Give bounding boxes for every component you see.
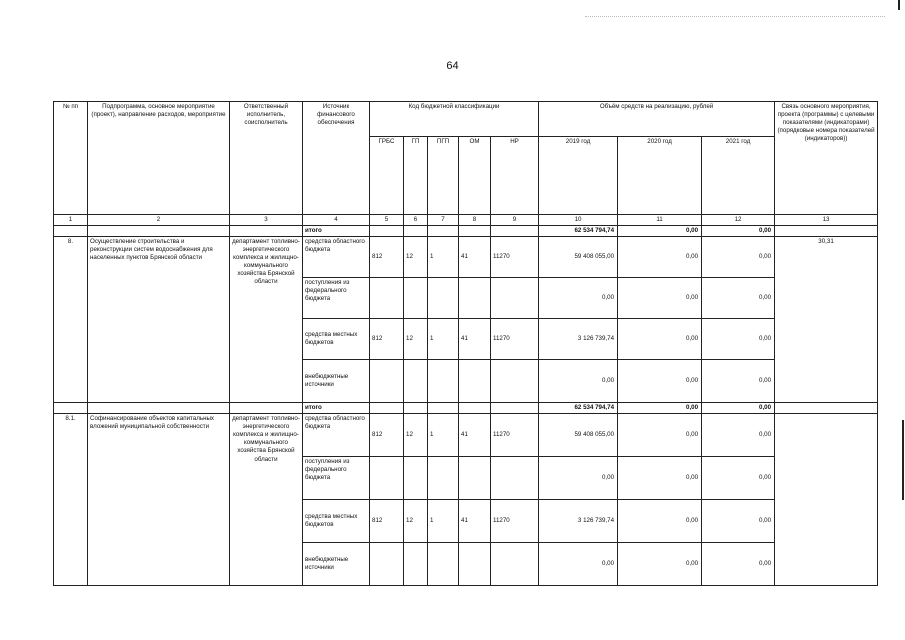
funding-source: средства местных бюджетов bbox=[303, 500, 370, 543]
amount-2020: 0,00 bbox=[618, 457, 702, 500]
code-om: 41 bbox=[459, 319, 491, 360]
total-label: итого bbox=[303, 226, 370, 237]
column-number: 1 bbox=[54, 215, 88, 226]
code-gp bbox=[404, 360, 428, 403]
code-om: 41 bbox=[459, 500, 491, 543]
amount-2019: 59 408 055,00 bbox=[539, 414, 618, 457]
header-source: Источник финансового обеспечения bbox=[303, 102, 370, 215]
code-om bbox=[459, 543, 491, 586]
amount-2020: 0,00 bbox=[618, 278, 702, 319]
funding-source: средства областного бюджета bbox=[303, 237, 370, 278]
subheader-gp: ГП bbox=[404, 137, 428, 215]
code-gp bbox=[404, 278, 428, 319]
header-volume: Объём средств на реализацию, рублей bbox=[539, 102, 775, 137]
header-np: № пп bbox=[54, 102, 88, 215]
amount-2019: 0,00 bbox=[539, 543, 618, 586]
funding-source: внебюджетные источники bbox=[303, 543, 370, 586]
amount-2020: 0,00 bbox=[618, 543, 702, 586]
subheader-2020: 2020 год bbox=[618, 137, 702, 215]
code-nr: 11270 bbox=[491, 319, 539, 360]
responsible-executor: департамент топливно-энергетического комплекса и жилищно-коммунального хозяйства Брянской области bbox=[230, 237, 303, 403]
header-link: Связь основного мероприятия, проекта (программы) с целевыми показателями (индикаторами) (порядковые номера показателей (индикаторов)) bbox=[775, 102, 878, 215]
subheader-nr: НР bbox=[491, 137, 539, 215]
column-number: 5 bbox=[370, 215, 404, 226]
code-pgp: 1 bbox=[428, 414, 459, 457]
total-2020: 0,00 bbox=[618, 226, 702, 237]
code-gp bbox=[404, 543, 428, 586]
amount-2020: 0,00 bbox=[618, 319, 702, 360]
code-pgp bbox=[428, 457, 459, 500]
column-number: 12 bbox=[702, 215, 775, 226]
column-number: 13 bbox=[775, 215, 878, 226]
scan-edge-mark bbox=[898, 0, 900, 10]
code-nr bbox=[491, 457, 539, 500]
code-pgp bbox=[428, 543, 459, 586]
responsible-executor: департамент топливно-энергетического комплекса и жилищно-коммунального хозяйства Брянской области bbox=[230, 414, 303, 586]
funding-source: поступления из федерального бюджета bbox=[303, 278, 370, 319]
code-pgp: 1 bbox=[428, 237, 459, 278]
code-grbs bbox=[370, 543, 404, 586]
subheader-grbs: ГРБС bbox=[370, 137, 404, 215]
code-grbs bbox=[370, 457, 404, 500]
code-gp: 12 bbox=[404, 500, 428, 543]
indicator-link: 30,31 bbox=[775, 237, 878, 403]
amount-2021: 0,00 bbox=[702, 278, 775, 319]
subheader-pgp: ПГП bbox=[428, 137, 459, 215]
column-number: 6 bbox=[404, 215, 428, 226]
amount-2020: 0,00 bbox=[618, 500, 702, 543]
funding-source: внебюджетные источники bbox=[303, 360, 370, 403]
funding-source: средства областного бюджета bbox=[303, 414, 370, 457]
code-gp: 12 bbox=[404, 319, 428, 360]
code-nr bbox=[491, 360, 539, 403]
column-number: 10 bbox=[539, 215, 618, 226]
code-om bbox=[459, 360, 491, 403]
code-pgp: 1 bbox=[428, 319, 459, 360]
column-number: 7 bbox=[428, 215, 459, 226]
code-gp: 12 bbox=[404, 414, 428, 457]
column-number: 11 bbox=[618, 215, 702, 226]
budget-table bbox=[53, 101, 878, 586]
subheader-2019: 2019 год bbox=[539, 137, 618, 215]
amount-2019: 0,00 bbox=[539, 278, 618, 319]
total-2019: 62 534 794,74 bbox=[539, 403, 618, 414]
amount-2020: 0,00 bbox=[618, 414, 702, 457]
amount-2021: 0,00 bbox=[702, 237, 775, 278]
table-row bbox=[54, 414, 878, 457]
amount-2019: 59 408 055,00 bbox=[539, 237, 618, 278]
funding-source: средства местных бюджетов bbox=[303, 319, 370, 360]
code-gp: 12 bbox=[404, 237, 428, 278]
amount-2021: 0,00 bbox=[702, 457, 775, 500]
page-number: 64 bbox=[446, 60, 459, 72]
indicator-link bbox=[775, 414, 878, 586]
table-row-total bbox=[54, 403, 878, 414]
code-pgp bbox=[428, 360, 459, 403]
code-grbs bbox=[370, 360, 404, 403]
subheader-om: ОМ bbox=[459, 137, 491, 215]
code-grbs bbox=[370, 278, 404, 319]
code-nr: 11270 bbox=[491, 414, 539, 457]
program-name: Софинансирование объектов капитальных вложений муниципальной собственности bbox=[88, 414, 230, 586]
header-responsible: Ответственный исполнитель, соисполнитель bbox=[230, 102, 303, 215]
code-pgp bbox=[428, 278, 459, 319]
code-grbs: 812 bbox=[370, 500, 404, 543]
code-om: 41 bbox=[459, 237, 491, 278]
code-grbs: 812 bbox=[370, 319, 404, 360]
total-2021: 0,00 bbox=[702, 403, 775, 414]
total-label: итого bbox=[303, 403, 370, 414]
code-om bbox=[459, 457, 491, 500]
code-nr bbox=[491, 543, 539, 586]
code-grbs: 812 bbox=[370, 237, 404, 278]
amount-2019: 3 126 739,74 bbox=[539, 500, 618, 543]
code-nr bbox=[491, 278, 539, 319]
amount-2021: 0,00 bbox=[702, 414, 775, 457]
column-number: 8 bbox=[459, 215, 491, 226]
total-2019: 62 534 794,74 bbox=[539, 226, 618, 237]
column-number: 3 bbox=[230, 215, 303, 226]
row-number: 8. bbox=[54, 237, 88, 403]
table-row bbox=[54, 237, 878, 278]
amount-2020: 0,00 bbox=[618, 360, 702, 403]
header-program: Подпрограмма, основное мероприятие (проект), направление расходов, мероприятие bbox=[88, 102, 230, 215]
funding-source: поступления из федерального бюджета bbox=[303, 457, 370, 500]
code-om: 41 bbox=[459, 414, 491, 457]
subheader-2021: 2021 год bbox=[702, 137, 775, 215]
code-grbs: 812 bbox=[370, 414, 404, 457]
amount-2020: 0,00 bbox=[618, 237, 702, 278]
code-pgp: 1 bbox=[428, 500, 459, 543]
header-budget-code: Код бюджетной классификации bbox=[370, 102, 539, 137]
code-om bbox=[459, 278, 491, 319]
scan-edge-mark bbox=[902, 420, 904, 500]
column-number: 4 bbox=[303, 215, 370, 226]
code-nr: 11270 bbox=[491, 237, 539, 278]
program-name: Осуществление строительства и реконструкции систем водоснабжения для населенных пунктов Брянской области bbox=[88, 237, 230, 403]
total-2021: 0,00 bbox=[702, 226, 775, 237]
code-gp bbox=[404, 457, 428, 500]
amount-2019: 0,00 bbox=[539, 360, 618, 403]
row-number: 8.1. bbox=[54, 414, 88, 586]
amount-2021: 0,00 bbox=[702, 543, 775, 586]
column-number: 9 bbox=[491, 215, 539, 226]
amount-2021: 0,00 bbox=[702, 500, 775, 543]
amount-2019: 3 126 739,74 bbox=[539, 319, 618, 360]
code-nr: 11270 bbox=[491, 500, 539, 543]
amount-2021: 0,00 bbox=[702, 360, 775, 403]
column-number: 2 bbox=[88, 215, 230, 226]
amount-2019: 0,00 bbox=[539, 457, 618, 500]
scan-noise-line bbox=[585, 16, 885, 18]
table-row-total bbox=[54, 226, 878, 237]
amount-2021: 0,00 bbox=[702, 319, 775, 360]
total-2020: 0,00 bbox=[618, 403, 702, 414]
